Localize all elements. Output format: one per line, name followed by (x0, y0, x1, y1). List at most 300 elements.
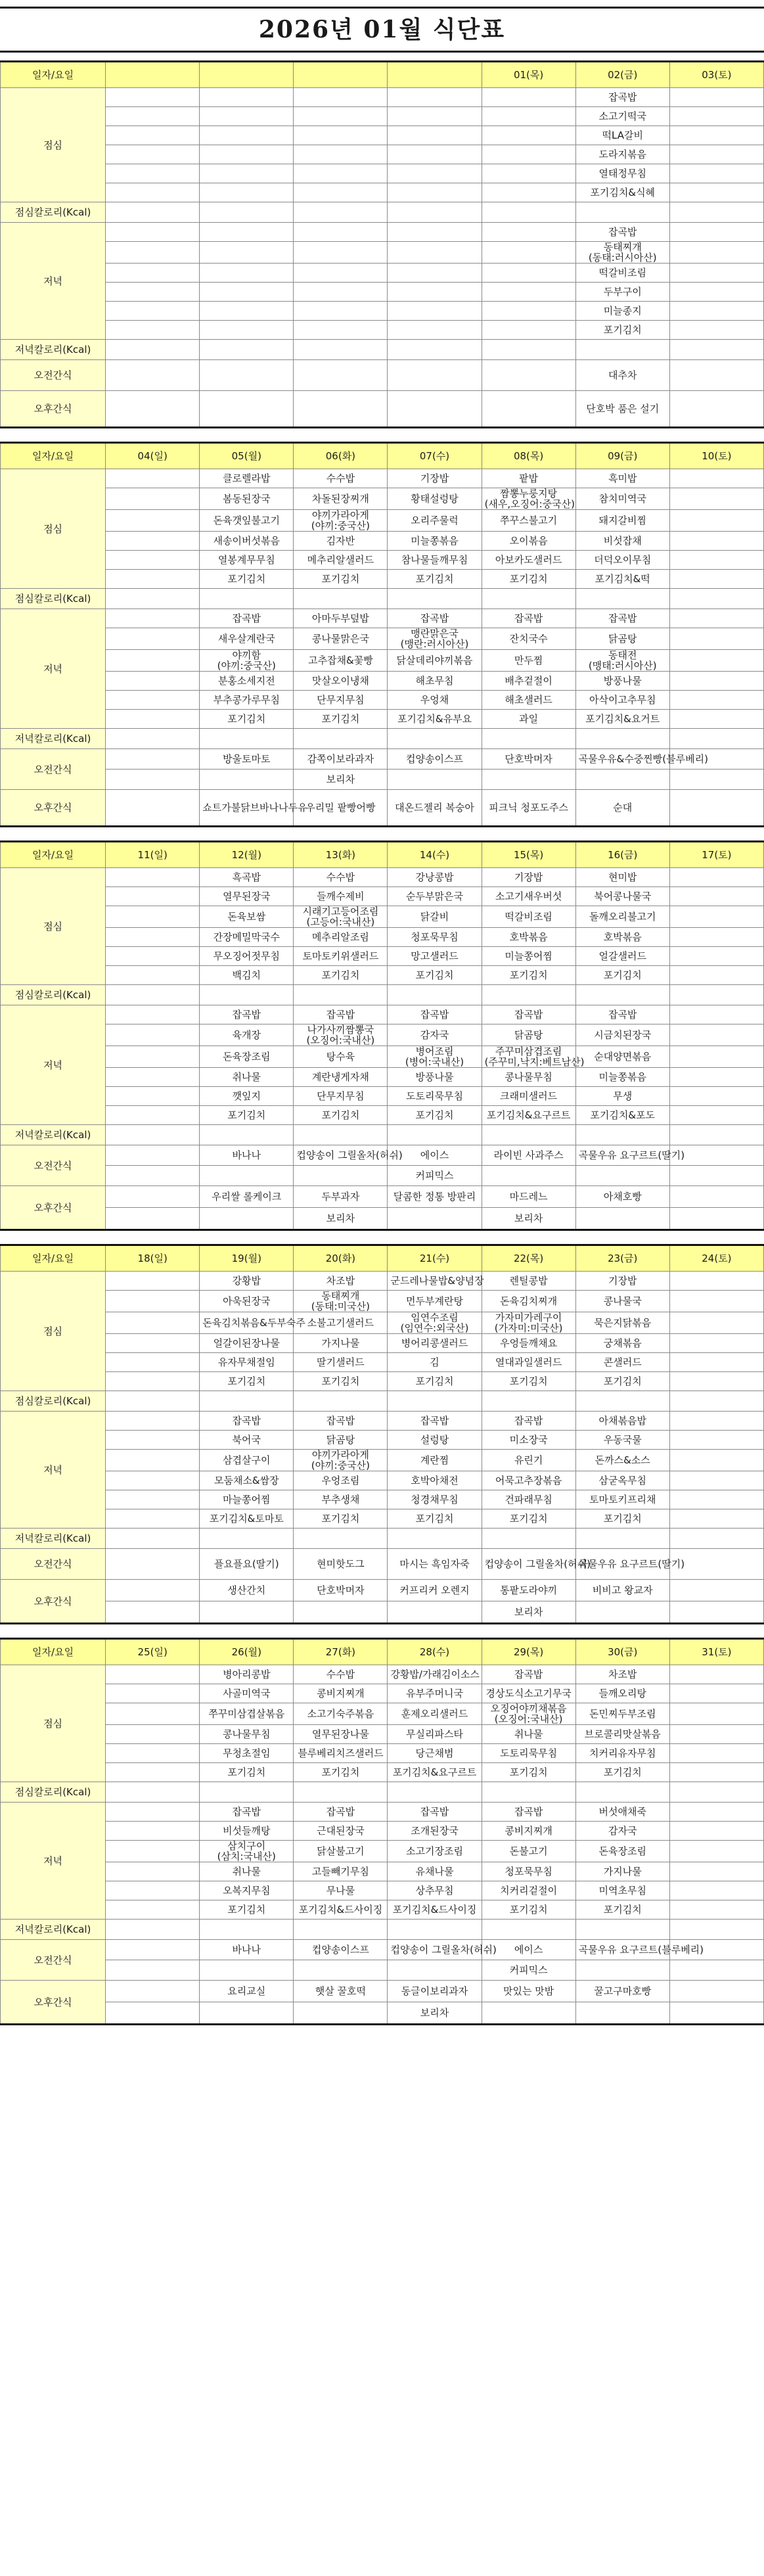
dinner-cell: 삼치구이 (삼치:국내산) (200, 1841, 294, 1862)
lunch-cell: 소고기숙주볶음 (294, 1703, 388, 1725)
am-snack-cell (669, 1166, 763, 1186)
pm-snack-cell (669, 2002, 763, 2025)
am-snack-cell (669, 770, 763, 790)
dinner-cell (106, 1024, 200, 1046)
am-snack-cell (106, 749, 200, 770)
pm-snack-cell: 두부과자 (294, 1186, 388, 1208)
lunch-cell: 도토리묵무침 (482, 1744, 575, 1763)
lunch-kcal-cell (575, 202, 669, 223)
lunch-cell: 콩나물무침 (200, 1725, 294, 1744)
dinner-cell (669, 1431, 763, 1450)
lunch-row (1, 570, 764, 589)
pm-snack-cell: 순대 (575, 790, 669, 827)
lunch-label: 점심 (1, 88, 106, 202)
lunch-cell: 팥밥 (482, 469, 575, 488)
dinner-cell: 잡곡밥 (482, 1005, 575, 1024)
dinner-row (1, 1841, 764, 1862)
day-header: 06(화) (294, 443, 388, 469)
dinner-cell: 닭곰탕 (294, 1431, 388, 1450)
lunch-cell: 열무된장나물 (294, 1725, 388, 1744)
lunch-cell: 포기김치 (388, 570, 482, 589)
dinner-kcal-cell (294, 1125, 388, 1145)
day-header: 04(일) (106, 443, 200, 469)
pm-snack-row (1, 2002, 764, 2025)
lunch-cell: 무청초절임 (200, 1744, 294, 1763)
lunch-cell: 포기김치 (482, 1372, 575, 1391)
dinner-kcal-label: 저녁칼로리(Kcal) (1, 1529, 106, 1549)
lunch-row (1, 126, 764, 145)
lunch-row (1, 532, 764, 551)
lunch-cell (106, 1334, 200, 1353)
am-snack-cell (106, 1145, 200, 1166)
dinner-cell: 취나물 (200, 1862, 294, 1881)
day-header: 11(일) (106, 842, 200, 868)
lunch-kcal-cell (482, 985, 575, 1005)
dinner-cell: 잡곡밥 (575, 223, 669, 242)
lunch-kcal-cell (106, 1782, 200, 1803)
dinner-cell: 미소장국 (482, 1431, 575, 1450)
dinner-row (1, 1822, 764, 1841)
dinner-cell: 포기김치&드사이징 (388, 1900, 482, 1920)
lunch-cell: 포기김치 (294, 966, 388, 985)
lunch-kcal-cell (294, 985, 388, 1005)
dinner-cell (669, 1822, 763, 1841)
lunch-cell (200, 183, 294, 202)
pm-snack-label: 오후간식 (1, 1580, 106, 1624)
dinner-cell: 근대된장국 (294, 1822, 388, 1841)
dinner-cell: 동태찌개 (동태:러시아산) (575, 242, 669, 264)
dinner-kcal-cell (106, 1529, 200, 1549)
am-snack-cell (388, 770, 482, 790)
lunch-cell: 포기김치 (575, 966, 669, 985)
lunch-cell (669, 1372, 763, 1391)
pm-snack-cell (106, 1580, 200, 1601)
dinner-cell (482, 302, 575, 321)
lunch-row (1, 1291, 764, 1312)
dinner-row (1, 628, 764, 650)
lunch-cell: 떡갈비조림 (482, 906, 575, 928)
lunch-cell (294, 145, 388, 164)
dinner-kcal-label: 저녁칼로리(Kcal) (1, 340, 106, 360)
dinner-cell: 어묵고추장볶음 (482, 1471, 575, 1490)
dinner-kcal-cell (200, 340, 294, 360)
pm-snack-cell (669, 1580, 763, 1601)
lunch-cell: 봄동된장국 (200, 488, 294, 510)
lunch-cell (106, 488, 200, 510)
dinner-cell: 감자국 (575, 1822, 669, 1841)
lunch-row (1, 887, 764, 906)
dinner-cell: 잡곡밥 (388, 1412, 482, 1431)
header-row (1, 842, 764, 868)
lunch-cell: 차조밥 (575, 1665, 669, 1684)
lunch-cell: 아보카도샐러드 (482, 551, 575, 570)
page-title: 2026년 01월 식단표 (0, 7, 764, 53)
dinner-cell (106, 1431, 200, 1450)
lunch-cell: 포기김치 (482, 1763, 575, 1782)
dinner-cell (106, 1822, 200, 1841)
dinner-cell: 포기김치 (482, 1900, 575, 1920)
am-snack-cell (106, 360, 200, 391)
dinner-kcal-cell (575, 340, 669, 360)
lunch-cell: 포기김치 (294, 570, 388, 589)
lunch-cell (106, 906, 200, 928)
lunch-cell (388, 126, 482, 145)
lunch-cell: 포기김치 (200, 1372, 294, 1391)
dinner-cell: 만두찜 (482, 650, 575, 672)
dinner-kcal-cell (106, 729, 200, 749)
pm-snack-cell (669, 1601, 763, 1624)
dinner-cell: 단무지무침 (294, 691, 388, 710)
dinner-cell: 북어국 (200, 1431, 294, 1450)
dinner-row (1, 609, 764, 628)
dinner-cell (388, 321, 482, 340)
lunch-kcal-cell (669, 1391, 763, 1412)
lunch-cell (106, 532, 200, 551)
lunch-kcal-row (1, 589, 764, 609)
dinner-cell (106, 1106, 200, 1125)
dinner-row (1, 1490, 764, 1509)
lunch-cell: 포기김치 (294, 1763, 388, 1782)
lunch-cell: 열태정무침 (575, 164, 669, 183)
lunch-row (1, 1665, 764, 1684)
lunch-kcal-cell (669, 202, 763, 223)
dinner-cell (106, 710, 200, 729)
lunch-cell (669, 551, 763, 570)
lunch-cell: 동태찌개 (동태:미국산) (294, 1291, 388, 1312)
am-snack-cell (575, 1166, 669, 1186)
lunch-cell: 새송이버섯볶음 (200, 532, 294, 551)
week-table (0, 1244, 764, 1624)
pm-snack-row (1, 1208, 764, 1230)
dinner-cell: 단무지무침 (294, 1087, 388, 1106)
lunch-cell (106, 887, 200, 906)
dinner-cell: 배추겉절이 (482, 672, 575, 691)
dinner-cell (200, 302, 294, 321)
dinner-row (1, 1803, 764, 1822)
dinner-cell: 잔치국수 (482, 628, 575, 650)
dinner-cell: 미늘종지 (575, 302, 669, 321)
dinner-row (1, 302, 764, 321)
dinner-cell (294, 283, 388, 302)
dinner-cell: 우동국물 (575, 1431, 669, 1450)
lunch-cell (106, 510, 200, 532)
dinner-cell (294, 302, 388, 321)
week-table (0, 442, 764, 827)
am-snack-cell: 보리차 (294, 770, 388, 790)
dinner-kcal-cell (388, 729, 482, 749)
lunch-cell: 콩비지찌개 (294, 1684, 388, 1703)
lunch-cell (294, 107, 388, 126)
dinner-cell (106, 628, 200, 650)
lunch-cell (669, 1334, 763, 1353)
lunch-cell: 김자반 (294, 532, 388, 551)
dinner-cell: 청경채무침 (388, 1490, 482, 1509)
dinner-cell: 포기김치 (200, 1900, 294, 1920)
dinner-cell: 유채나물 (388, 1862, 482, 1881)
lunch-cell: 호박볶음 (482, 928, 575, 947)
lunch-cell: 군드레나물밥&양념장 (388, 1272, 482, 1291)
dinner-kcal-cell (106, 340, 200, 360)
dinner-cell (669, 321, 763, 340)
day-header: 22(목) (482, 1245, 575, 1272)
dinner-cell (106, 609, 200, 628)
day-header: 17(토) (669, 842, 763, 868)
am-snack-cell (294, 1166, 388, 1186)
lunch-cell: 짬뽕누룽지탕 (새우,오징어:중국산) (482, 488, 575, 510)
lunch-cell: 포기김치 (482, 570, 575, 589)
dinner-kcal-cell (482, 1920, 575, 1940)
week-table (0, 60, 764, 428)
dinner-cell: 잡곡밥 (575, 1005, 669, 1024)
dinner-kcal-cell (669, 729, 763, 749)
day-header: 25(일) (106, 1639, 200, 1665)
am-snack-cell (482, 1166, 575, 1186)
dinner-cell: 포기김치 (388, 1509, 482, 1529)
lunch-cell: 포기김치 (200, 570, 294, 589)
lunch-cell (106, 1763, 200, 1782)
lunch-cell: 소불고기샐러드 (294, 1312, 388, 1334)
dinner-kcal-row (1, 340, 764, 360)
dinner-label: 저녁 (1, 223, 106, 340)
pm-snack-row (1, 1186, 764, 1208)
pm-snack-cell (669, 391, 763, 428)
lunch-cell (106, 570, 200, 589)
am-snack-cell: 곡물우유&수중찐빵(블루베리) (575, 749, 669, 770)
lunch-cell: 무실리파스타 (388, 1725, 482, 1744)
dinner-cell (106, 1881, 200, 1900)
pm-snack-cell (294, 391, 388, 428)
lunch-cell: 들깨수제비 (294, 887, 388, 906)
dinner-cell (106, 1046, 200, 1068)
lunch-cell: 병어리콩샐러드 (388, 1334, 482, 1353)
lunch-cell: 흑곡밥 (200, 868, 294, 887)
lunch-cell: 기장밥 (575, 1272, 669, 1291)
dinner-cell (669, 223, 763, 242)
lunch-kcal-cell (482, 1391, 575, 1412)
dinner-cell (106, 1068, 200, 1087)
lunch-cell: 포기김치&떡 (575, 570, 669, 589)
dinner-kcal-label: 저녁칼로리(Kcal) (1, 729, 106, 749)
pm-snack-cell (388, 1601, 482, 1624)
day-header: 02(금) (575, 62, 669, 88)
pm-snack-cell (106, 1601, 200, 1624)
am-snack-cell: 방울토마토 (200, 749, 294, 770)
lunch-cell (106, 1665, 200, 1684)
dinner-kcal-row (1, 1920, 764, 1940)
dinner-kcal-cell (482, 340, 575, 360)
lunch-row (1, 88, 764, 107)
dinner-cell: 치커리겉절이 (482, 1881, 575, 1900)
dinner-kcal-row (1, 1529, 764, 1549)
lunch-kcal-row (1, 202, 764, 223)
day-header: 13(화) (294, 842, 388, 868)
dinner-cell: 포기김치 (294, 710, 388, 729)
dinner-cell (669, 1024, 763, 1046)
pm-snack-cell: 마드레느 (482, 1186, 575, 1208)
pm-snack-cell: 단호박머자 (294, 1580, 388, 1601)
dinner-cell: 닭살불고기 (294, 1841, 388, 1862)
day-header: 08(목) (482, 443, 575, 469)
dinner-kcal-cell (388, 340, 482, 360)
lunch-cell: 렌틸콩밥 (482, 1272, 575, 1291)
dinner-cell: 돈육장조림 (575, 1841, 669, 1862)
dinner-label: 저녁 (1, 1803, 106, 1920)
day-header: 20(화) (294, 1245, 388, 1272)
menu-weeks (0, 60, 764, 2025)
lunch-cell: 참치미역국 (575, 488, 669, 510)
pm-snack-cell (575, 1208, 669, 1230)
pm-snack-cell (106, 391, 200, 428)
lunch-cell: 열무된장국 (200, 887, 294, 906)
lunch-row (1, 551, 764, 570)
lunch-cell: 훈제오리샐러드 (388, 1703, 482, 1725)
lunch-cell: 비섯잡채 (575, 532, 669, 551)
dinner-cell: 과일 (482, 710, 575, 729)
lunch-cell (482, 145, 575, 164)
week-table (0, 1638, 764, 2025)
lunch-cell: 병아리콩밥 (200, 1665, 294, 1684)
lunch-kcal-cell (482, 589, 575, 609)
dinner-cell (294, 223, 388, 242)
lunch-cell: 임연수조림 (임연수:외국산) (388, 1312, 482, 1334)
pm-snack-label: 오후간식 (1, 790, 106, 827)
lunch-cell: 떡LA갈비 (575, 126, 669, 145)
lunch-row (1, 966, 764, 985)
day-header: 31(토) (669, 1639, 763, 1665)
pm-snack-cell: 햇살 꿀호떡 (294, 1981, 388, 2002)
dinner-cell (669, 710, 763, 729)
lunch-row (1, 1703, 764, 1725)
lunch-cell: 묵은지닭볶음 (575, 1312, 669, 1334)
pm-snack-cell (388, 1208, 482, 1230)
lunch-kcal-label: 점심칼로리(Kcal) (1, 1782, 106, 1803)
dinner-cell: 포기김치 (294, 1106, 388, 1125)
lunch-row (1, 947, 764, 966)
lunch-cell: 들깨오리탕 (575, 1684, 669, 1703)
dinner-cell: 우엉채 (388, 691, 482, 710)
dinner-cell (669, 1046, 763, 1068)
dinner-row (1, 264, 764, 283)
pm-snack-row (1, 391, 764, 428)
lunch-kcal-row (1, 1391, 764, 1412)
pm-snack-cell: 대온드젤리 복숭아 (388, 790, 482, 827)
dinner-cell: 부추콩가루무침 (200, 691, 294, 710)
dinner-row (1, 650, 764, 672)
day-header: 18(일) (106, 1245, 200, 1272)
lunch-kcal-label: 점심칼로리(Kcal) (1, 589, 106, 609)
lunch-cell: 미늘쫑어찜 (482, 947, 575, 966)
dinner-cell: 크래미샐러드 (482, 1087, 575, 1106)
dinner-cell (669, 302, 763, 321)
lunch-cell (482, 88, 575, 107)
pm-snack-cell: 피크닉 청포도주스 (482, 790, 575, 827)
lunch-row (1, 183, 764, 202)
day-header: 14(수) (388, 842, 482, 868)
lunch-cell: 강황밥 (200, 1272, 294, 1291)
lunch-cell (669, 183, 763, 202)
lunch-cell: 포기김치&요구르트 (388, 1763, 482, 1782)
pm-snack-cell: 우리밀 팥빵어빵 (294, 790, 388, 827)
pm-snack-cell (669, 790, 763, 827)
dinner-cell (106, 1509, 200, 1529)
pm-snack-cell: 보리차 (294, 1208, 388, 1230)
lunch-kcal-cell (388, 589, 482, 609)
header-row (1, 443, 764, 469)
dinner-cell (106, 1471, 200, 1490)
dinner-cell (669, 628, 763, 650)
lunch-cell: 돈민찌두부조림 (575, 1703, 669, 1725)
am-snack-cell: 컵양송이스프 (388, 749, 482, 770)
lunch-kcal-row (1, 1782, 764, 1803)
dinner-cell (106, 1087, 200, 1106)
lunch-kcal-cell (294, 202, 388, 223)
day-header: 26(월) (200, 1639, 294, 1665)
dinner-cell (106, 1803, 200, 1822)
am-snack-cell (669, 1960, 763, 1981)
lunch-cell (482, 183, 575, 202)
pm-snack-cell: 아채호빵 (575, 1186, 669, 1208)
pm-snack-cell: 쇼트가불닭브바나나두유 (200, 790, 294, 827)
dinner-cell: 야끼가라아게 (야끼:중국산) (294, 1450, 388, 1471)
dinner-cell: 두부구이 (575, 283, 669, 302)
lunch-cell: 포기김치 (575, 1763, 669, 1782)
lunch-row (1, 906, 764, 928)
lunch-cell: 차조밥 (294, 1272, 388, 1291)
dinner-cell: 포기김치 (294, 1509, 388, 1529)
dinner-cell (106, 1412, 200, 1431)
pm-snack-cell: 비비고 왕교자 (575, 1580, 669, 1601)
lunch-cell (669, 1684, 763, 1703)
dinner-cell (669, 264, 763, 283)
lunch-cell: 닭갈비 (388, 906, 482, 928)
pm-snack-cell: 요리교실 (200, 1981, 294, 2002)
dinner-kcal-cell (294, 729, 388, 749)
dinner-kcal-label: 저녁칼로리(Kcal) (1, 1920, 106, 1940)
pm-snack-cell (200, 2002, 294, 2025)
lunch-kcal-row (1, 985, 764, 1005)
dinner-row (1, 1046, 764, 1068)
pm-snack-cell: 달콤한 정통 방판리 (388, 1186, 482, 1208)
pm-snack-cell (575, 1601, 669, 1624)
dinner-cell: 돈까스&소스 (575, 1450, 669, 1471)
lunch-row (1, 1372, 764, 1391)
lunch-cell: 기장밥 (388, 469, 482, 488)
dinner-cell (669, 1450, 763, 1471)
dinner-cell: 잡곡밥 (388, 609, 482, 628)
dinner-cell: 닭곰탕 (575, 628, 669, 650)
lunch-cell (669, 928, 763, 947)
dinner-cell (200, 223, 294, 242)
lunch-kcal-cell (200, 1391, 294, 1412)
lunch-cell (388, 183, 482, 202)
lunch-row (1, 1272, 764, 1291)
am-snack-label: 오전간식 (1, 360, 106, 391)
dinner-cell (294, 242, 388, 264)
pm-snack-cell (482, 2002, 575, 2025)
lunch-cell: 기장밥 (482, 868, 575, 887)
pm-snack-cell: 우리쌀 롤케이크 (200, 1186, 294, 1208)
day-header (200, 62, 294, 88)
dinner-cell: 잡곡밥 (575, 609, 669, 628)
lunch-cell: 미늘쫑볶음 (388, 532, 482, 551)
lunch-row (1, 928, 764, 947)
dinner-row (1, 321, 764, 340)
dinner-kcal-cell (200, 1125, 294, 1145)
lunch-cell (294, 164, 388, 183)
day-header (106, 62, 200, 88)
lunch-cell (669, 532, 763, 551)
lunch-cell (106, 1684, 200, 1703)
